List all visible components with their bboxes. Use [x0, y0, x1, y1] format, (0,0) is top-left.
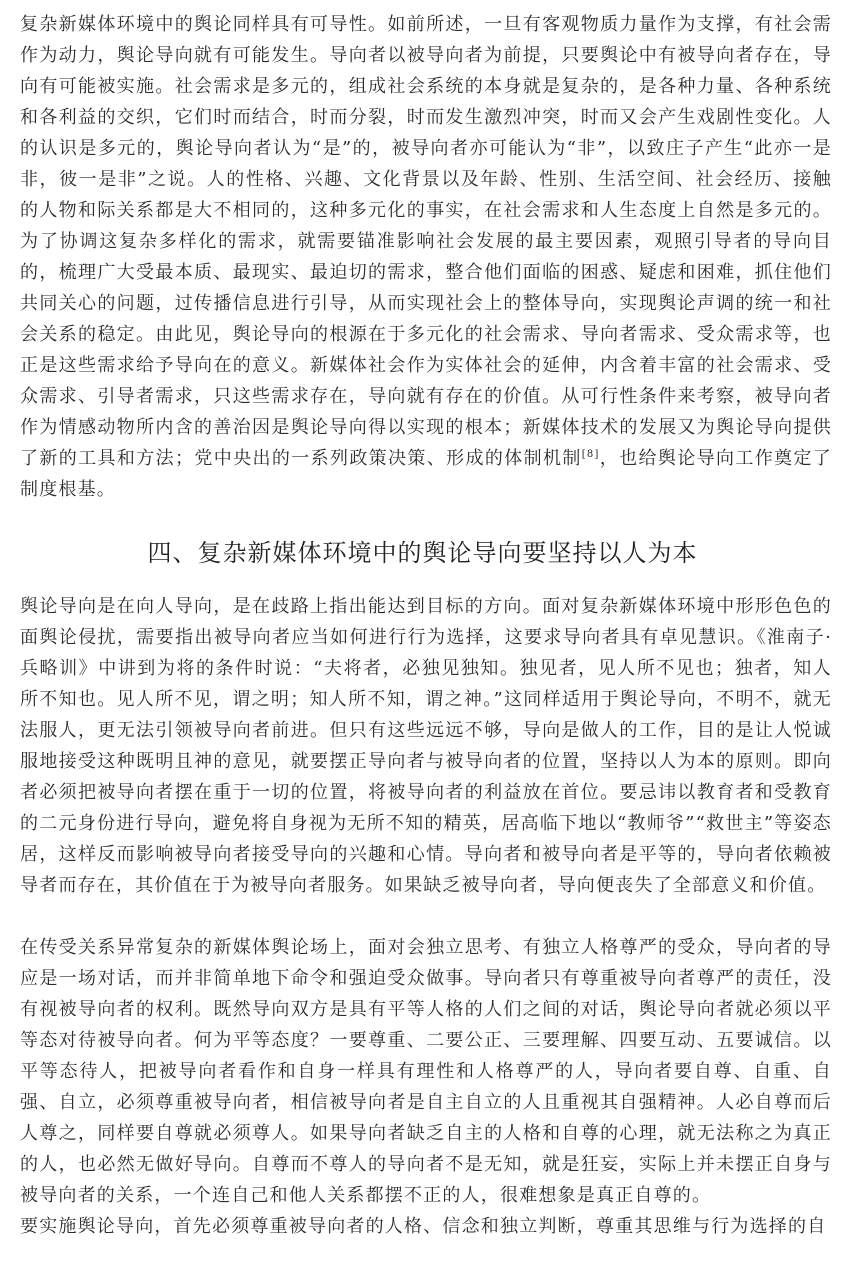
paragraph-1-end: ，也给舆论导向工作奠定了制度根基。 — [20, 448, 833, 500]
reference-marker[interactable]: [8] — [581, 449, 600, 460]
paragraph-1 — [20, 9, 832, 505]
section-heading: 四、复杂新媒体环境中的舆论导向要坚持以人为本 — [147, 539, 698, 567]
paragraph-1-text: 复杂新媒体环境中的舆论同样具有可导性。如前所述，一旦有客观物质力量作为支撑，有社会需作为动力，舆论导向就有可能发生。导向者以被导向者为前提，只要舆论中有被导向者存在，导向有可能被实施。社会需求是多元的，组成社会系统的本身就是复杂的，是各种力量、各种系统和各利益的交织，它们时而结合，时而分裂，时而发生激烈冲突，时而又会产生戏剧性变化。人的认识是多元的，舆论导向者认为“是”的，被导向者亦可能认为“非”，以致庄子产生“此亦一是非，彼一是非”之说。人的性格、兴趣、文化背景以及年龄、性别、生活空间、社会经历、接触的人物和际关系都是大不相同的，这种多元化的事实，在社会需求和人生态度上自然是多元的。为了协调这复杂多样化的需求，就需要锚准影响社会发展的最主要因素，观照引导者的导向目的，梳理广大受最本质、最现实、最迫切的需求，整合他们面临的困惑、疑虑和困难，抓住他们共同关心的问题，过传播信息进行引导，从而实现社会上的整体导向，实现舆论声调的统一和社会关系的稳定。由此见，舆论导向的根源在于多元化的社会需求、导向者需求、受众需求等，也正是这些需求给予导向在的意义。新媒体社会作为实体社会的延伸，内含着丰富的社会需求、受众需求、引导者需求，只这些需求存在，导向就有存在的价值。从可行性条件来考察，被导向者作为情感动物所内含的善治因是舆论导向得以实现的根本；新媒体技术的发展又为舆论导向提供了新的工具和方法；党中央出的一系列政策决策、形成的体制机制 — [20, 14, 832, 469]
paragraph-4: 要实施舆论导向，首先必须尊重被导向者的人格、信念和独立判断，尊重其思维与行为选择的自 — [20, 1216, 827, 1237]
paragraph-2: 舆论导向是在向人导向，是在歧路上指出能达到目标的方向。面对复杂新媒体环境中形形色色的面舆论侵扰，需要指出被导向者应当如何进行行为选择，这要求导向者具有卓见慧识。《淮南子·兵略训》中讲到为将的条件时说：“夫将者，必独见独知。独见者，见人所不见也；独者，知人所不知也。见人所不见，谓之明；知人所不知，谓之神。”这同样适用于舆论导向，不明不，就无法服人，更无法引领被导向者前进。但只有这些远远不够，导向是做人的工作，目的是让人悦诚服地接受这种既明且神的意见，就要摆正导向者与被导向者的位置，坚持以人为本的原则。即向者必须把被导向者摆在重于一切的位置，将被导向者的利益放在首位。要忌讳以教育者和受教育的二元身份进行导向，避免将自身视为无所不知的精英，居高临下地以“教师爷”“救世主”等姿态居，这样反而影响被导向者接受导向的兴趣和心情。导向者和被导向者是平等的，导向者依赖被导者而存在，其价值在于为被导向者服务。如果缺乏被导向者，导向便丧失了全部意义和价值。 — [20, 596, 832, 896]
paragraph-3: 在传受关系异常复杂的新媒体舆论场上，面对会独立思考、有独立人格尊严的受众，导向者的导应是一场对话，而并非简单地下命令和强迫受众做事。导向者只有尊重被导向者尊严的责任，没有视被导向者的权利。既然导向双方是具有平等人格的人们之间的对话，舆论导向者就必须以平等态对待被导向者。何为平等态度？一要尊重、二要公正、三要理解、四要互动、五要诚信。以平等态待人，把被导向者看作和自身一样具有理性和人格尊严的人，导向者要自尊、自重、自强、自立，必须尊重被导向者，相信被导向者是自主自立的人且重视其自强精神。人必自尊而后人尊之，同样要自尊就必须尊人。如果导向者缺乏自主的人格和自尊的心理，就无法称之为真正的人，也必然无做好导向。自尊而不尊人的导向者不是无知，就是狂妄，实际上并未摆正自身与被导向者的关系，一个连自己和他人关系都摆不正的人，很难想象是真正自尊的。 — [20, 937, 832, 1206]
